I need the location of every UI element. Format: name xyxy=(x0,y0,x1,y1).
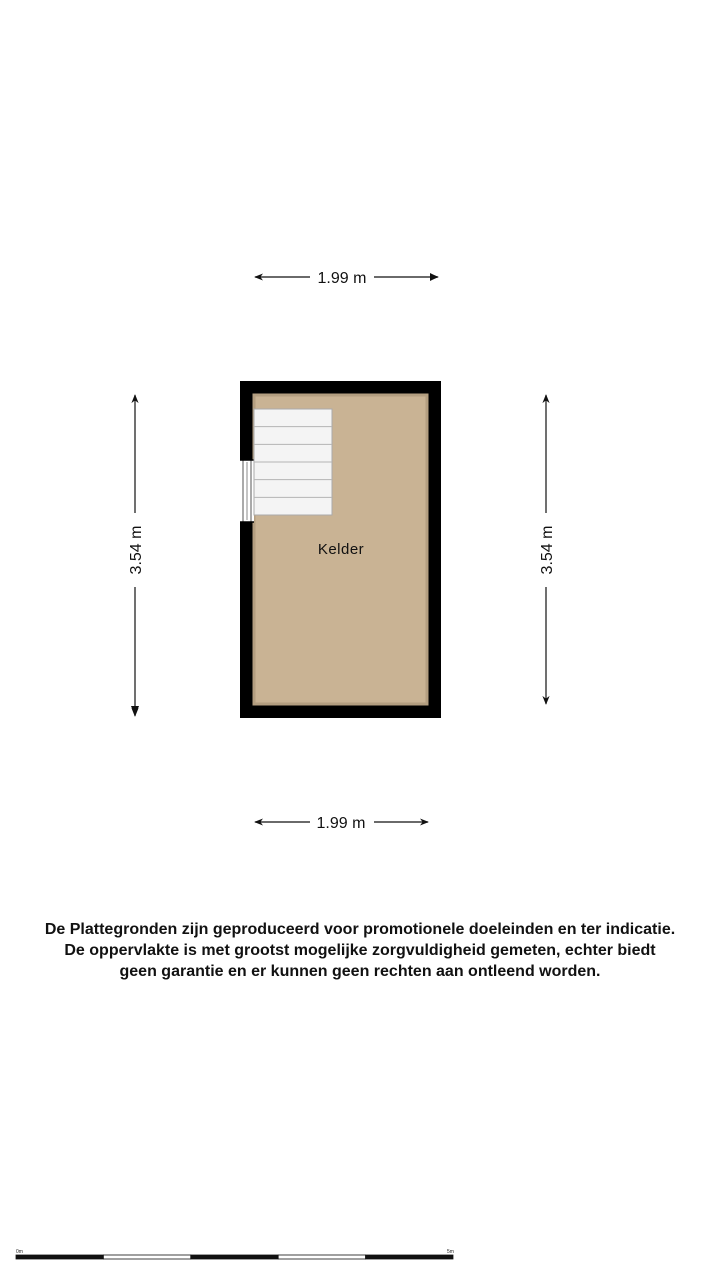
kelder-room xyxy=(240,381,441,718)
staircase xyxy=(254,409,332,515)
scale-segment xyxy=(366,1255,453,1259)
scale-segment xyxy=(278,1255,365,1259)
room-label: Kelder xyxy=(317,541,365,558)
bottom-width-label: 1.99 m xyxy=(316,815,366,832)
bottom-width-dimension xyxy=(255,815,428,832)
scale-start-label: 0m xyxy=(16,1249,23,1255)
disclaimer-text xyxy=(0,919,720,982)
disclaimer-line-2: De oppervlakte is met grootst mogelijke zorgvuldigheid gemeten, echter biedt xyxy=(64,942,656,959)
disclaimer-line-1: De Plattegronden zijn geproduceerd voor promotionele doeleinden en ter indicatie. xyxy=(44,921,676,938)
left-height-label: 3.54 m xyxy=(128,525,145,575)
top-width-label: 1.99 m xyxy=(317,270,367,287)
right-height-label: 3.54 m xyxy=(539,525,556,575)
scale-segment xyxy=(16,1255,103,1259)
scale-segment xyxy=(191,1255,278,1259)
left-height-dimension xyxy=(128,395,145,716)
disclaimer-line-3: geen garantie en er kunnen geen rechten aan ontleend worden. xyxy=(119,963,601,980)
door-opening xyxy=(240,460,254,522)
scale-segment xyxy=(103,1255,190,1259)
top-width-dimension xyxy=(255,270,438,287)
scale-bar xyxy=(16,1249,454,1259)
right-height-dimension xyxy=(539,395,556,704)
scale-end-label: 5m xyxy=(447,1249,454,1255)
